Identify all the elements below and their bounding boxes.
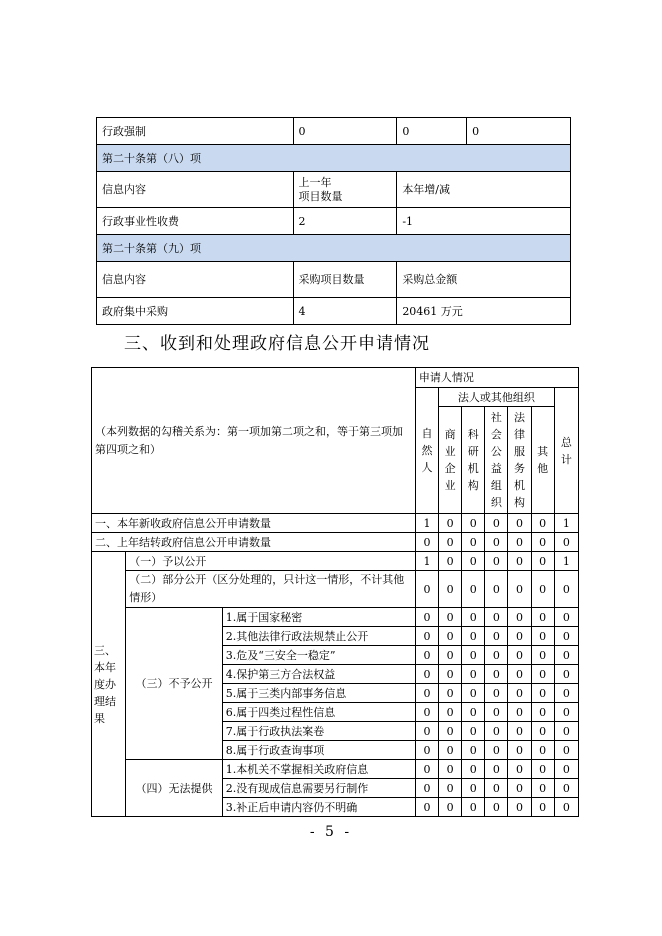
value-cell: 0: [554, 760, 578, 779]
col-legal-service: 法 律 服 务 机 构: [508, 407, 531, 514]
table-cell: 采购总金额: [397, 262, 571, 298]
value-cell: 0: [554, 571, 578, 608]
col-other: 其 他: [531, 407, 554, 514]
value-cell: 0: [508, 646, 531, 665]
value-cell: 0: [439, 533, 462, 552]
value-cell: 0: [554, 684, 578, 703]
value-cell: 0: [554, 627, 578, 646]
value-cell: 0: [415, 571, 438, 608]
value-cell: 0: [485, 552, 508, 571]
value-cell: 0: [415, 646, 438, 665]
value-cell: 0: [439, 760, 462, 779]
table-cell: 行政强制: [97, 118, 294, 145]
table-cell: 4: [293, 298, 397, 325]
table-row: [97, 172, 571, 208]
row-label: 二、上年结转政府信息公开申请数量: [92, 533, 416, 552]
value-cell: 0: [462, 646, 485, 665]
value-cell: 0: [508, 741, 531, 760]
table-cell: 0: [293, 118, 397, 145]
table-cell: -1: [397, 208, 571, 235]
table-row: [92, 608, 579, 627]
value-cell: 0: [462, 627, 485, 646]
value-cell: 1: [554, 552, 578, 571]
table-row: [92, 533, 579, 552]
table-cell: 采购项目数量: [293, 262, 397, 298]
value-cell: 0: [462, 779, 485, 798]
value-cell: 0: [554, 779, 578, 798]
row-label: 4.保护第三方合法权益: [222, 665, 415, 684]
value-cell: 0: [485, 533, 508, 552]
row-label: （二）部分公开（区分处理的，只计这一情形，不计其他情形）: [126, 571, 416, 608]
value-cell: 0: [415, 533, 438, 552]
value-cell: 0: [462, 684, 485, 703]
row-label: 一、本年新收政府信息公开申请数量: [92, 514, 416, 533]
value-cell: 0: [508, 760, 531, 779]
header-row: [92, 368, 579, 388]
row-label: 2.没有现成信息需要另行制作: [222, 779, 415, 798]
value-cell: 0: [554, 722, 578, 741]
table-cell: 0: [397, 118, 467, 145]
value-cell: 0: [508, 533, 531, 552]
value-cell: 0: [508, 571, 531, 608]
value-cell: 0: [531, 552, 554, 571]
table-cell: 行政事业性收费: [97, 208, 294, 235]
value-cell: 0: [554, 798, 578, 817]
value-cell: 0: [439, 514, 462, 533]
value-cell: 0: [531, 684, 554, 703]
value-cell: 0: [415, 608, 438, 627]
row-label: 6.属于四类过程性信息: [222, 703, 415, 722]
value-cell: 0: [462, 703, 485, 722]
value-cell: 0: [439, 646, 462, 665]
value-cell: 0: [531, 798, 554, 817]
table-row: [97, 262, 571, 298]
row-label: 3.危及“三安全一稳定”: [222, 646, 415, 665]
value-cell: 0: [415, 684, 438, 703]
value-cell: 0: [485, 608, 508, 627]
value-cell: 0: [439, 552, 462, 571]
value-cell: 0: [554, 665, 578, 684]
value-cell: 0: [508, 552, 531, 571]
table-cell: 0: [467, 118, 571, 145]
value-cell: 0: [439, 571, 462, 608]
table-cell: 上一年 项目数量: [293, 172, 397, 208]
value-cell: 0: [462, 608, 485, 627]
value-cell: 0: [439, 703, 462, 722]
value-cell: 0: [439, 779, 462, 798]
value-cell: 0: [485, 741, 508, 760]
value-cell: 0: [415, 703, 438, 722]
application-table: [91, 367, 579, 817]
value-cell: 0: [531, 627, 554, 646]
value-cell: 0: [415, 722, 438, 741]
value-cell: 0: [531, 665, 554, 684]
value-cell: 0: [439, 608, 462, 627]
value-cell: 0: [462, 552, 485, 571]
value-cell: 0: [439, 665, 462, 684]
table-row: [97, 298, 571, 325]
value-cell: 0: [485, 627, 508, 646]
value-cell: 0: [462, 665, 485, 684]
top-table: [96, 117, 571, 325]
value-cell: 0: [531, 571, 554, 608]
value-cell: 0: [415, 741, 438, 760]
value-cell: 0: [415, 627, 438, 646]
value-cell: 0: [554, 703, 578, 722]
value-cell: 0: [462, 798, 485, 817]
value-cell: 0: [415, 665, 438, 684]
value-cell: 0: [531, 722, 554, 741]
col-public-org: 社 会 公 益 组 织: [485, 407, 508, 514]
row-label: 5.属于三类内部事务信息: [222, 684, 415, 703]
value-cell: 0: [508, 798, 531, 817]
table-row: [92, 552, 579, 571]
col-total: 总 计: [554, 388, 578, 514]
value-cell: 0: [508, 722, 531, 741]
value-cell: 0: [485, 514, 508, 533]
col-natural: 自 然 人: [415, 388, 438, 514]
result-label: 三、 本年 度办 理结 果: [92, 552, 126, 817]
table-cell: 政府集中采购: [97, 298, 294, 325]
value-cell: 0: [439, 798, 462, 817]
value-cell: 0: [485, 646, 508, 665]
value-cell: 0: [531, 703, 554, 722]
value-cell: 0: [531, 608, 554, 627]
value-cell: 0: [485, 684, 508, 703]
table-row: [92, 514, 579, 533]
table-cell: 本年增/减: [397, 172, 571, 208]
value-cell: 0: [485, 665, 508, 684]
row-label: 1.属于国家秘密: [222, 608, 415, 627]
value-cell: 0: [554, 741, 578, 760]
value-cell: 0: [439, 722, 462, 741]
table-row: [97, 208, 571, 235]
value-cell: 0: [485, 798, 508, 817]
value-cell: 0: [485, 722, 508, 741]
value-cell: 0: [439, 627, 462, 646]
value-cell: 0: [508, 684, 531, 703]
value-cell: 0: [508, 608, 531, 627]
value-cell: 0: [508, 627, 531, 646]
table-cell: 2: [293, 208, 397, 235]
row-label: 7.属于行政执法案卷: [222, 722, 415, 741]
value-cell: 0: [531, 514, 554, 533]
col-research: 科 研 机 构: [462, 407, 485, 514]
value-cell: 0: [531, 646, 554, 665]
section-label: 第二十条第（八）项: [97, 145, 571, 172]
value-cell: 0: [462, 571, 485, 608]
section-row: [97, 235, 571, 262]
value-cell: 1: [554, 514, 578, 533]
row-label: 1.本机关不掌握相关政府信息: [222, 760, 415, 779]
value-cell: 0: [462, 514, 485, 533]
applicant-header: 申请人情况: [415, 368, 578, 388]
table-row: [92, 571, 579, 608]
table-row: [97, 118, 571, 145]
legal-header: 法人或其他组织: [439, 388, 555, 407]
value-cell: 0: [462, 533, 485, 552]
value-cell: 0: [531, 760, 554, 779]
value-cell: 1: [415, 514, 438, 533]
value-cell: 0: [415, 779, 438, 798]
value-cell: 0: [462, 722, 485, 741]
value-cell: 0: [531, 741, 554, 760]
page-number: - 5 -: [309, 824, 353, 840]
value-cell: 0: [508, 665, 531, 684]
value-cell: 0: [554, 533, 578, 552]
section-row: [97, 145, 571, 172]
value-cell: 0: [462, 741, 485, 760]
row-group-label: （三）不予公开: [126, 608, 223, 760]
row-label: 3.补正后申请内容仍不明确: [222, 798, 415, 817]
table-cell: 信息内容: [97, 262, 294, 298]
value-cell: 0: [508, 703, 531, 722]
row-group-label: （四）无法提供: [126, 760, 223, 817]
note-cell: （本列数据的勾稽关系为：第一项加第二项之和，等于第三项加第四项之和）: [92, 368, 416, 514]
value-cell: 0: [531, 779, 554, 798]
value-cell: 0: [415, 760, 438, 779]
col-business: 商 业 企 业: [439, 407, 462, 514]
value-cell: 0: [485, 760, 508, 779]
value-cell: 0: [554, 608, 578, 627]
value-cell: 0: [415, 798, 438, 817]
section-heading: 三、收到和处理政府信息公开申请情况: [124, 334, 430, 354]
value-cell: 0: [485, 703, 508, 722]
value-cell: 0: [531, 533, 554, 552]
table-cell: 20461 万元: [397, 298, 571, 325]
value-cell: 0: [508, 779, 531, 798]
value-cell: 1: [415, 552, 438, 571]
value-cell: 0: [439, 741, 462, 760]
value-cell: 0: [462, 760, 485, 779]
row-label: 8.属于行政查询事项: [222, 741, 415, 760]
table-cell: 信息内容: [97, 172, 294, 208]
value-cell: 0: [439, 684, 462, 703]
value-cell: 0: [554, 646, 578, 665]
row-label: （一）予以公开: [126, 552, 416, 571]
value-cell: 0: [508, 514, 531, 533]
table-row: [92, 760, 579, 779]
value-cell: 0: [485, 779, 508, 798]
section-label: 第二十条第（九）项: [97, 235, 571, 262]
row-label: 2.其他法律行政法规禁止公开: [222, 627, 415, 646]
value-cell: 0: [485, 571, 508, 608]
